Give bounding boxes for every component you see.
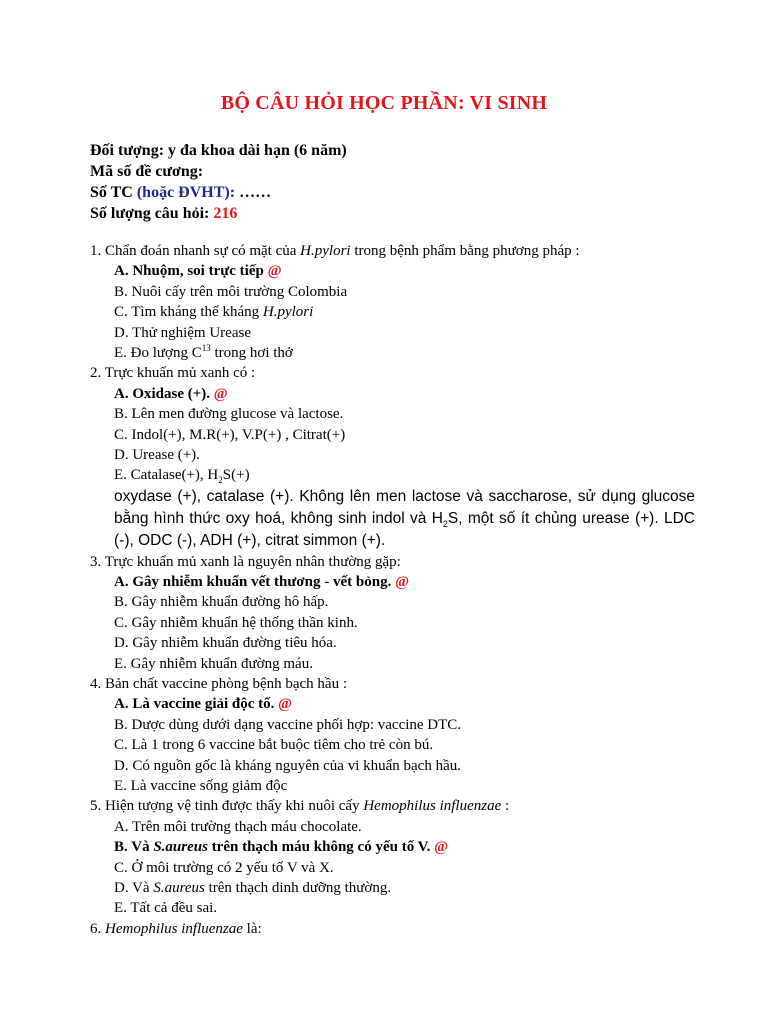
species-name: Hemophilus influenzae [105, 920, 243, 937]
species-name: S.aureus [153, 879, 205, 896]
question-3-option-c: C. Gây nhiễm khuẩn hệ thống thần kinh. [114, 614, 358, 631]
option-text: A. Nhuộm, soi trực tiếp [114, 263, 264, 280]
meta-credits [90, 182, 347, 203]
stem-text: 5. Hiện tượng vệ tinh được thấy khi nuôi cấy [90, 798, 364, 815]
question-3-option-b: B. Gây nhiễm khuẩn đường hô hấp. [114, 594, 329, 611]
stem-text: 1. Chẩn đoán nhanh sự có mặt của [90, 243, 301, 259]
question-4-option-b: B. Dược dùng dưới dạng vaccine phối hợp: vaccine DTC. [114, 716, 462, 733]
question-5-option-d [90, 878, 695, 898]
meta-count [90, 203, 347, 224]
stem-text: là: [242, 920, 262, 937]
option-text: E. Đo lượng C [114, 344, 202, 361]
option-text: E. Catalase(+), H [114, 467, 219, 484]
question-2-explanation [90, 486, 695, 552]
option-text: C. Tìm kháng thể kháng [114, 304, 263, 321]
question-2-option-e [90, 465, 695, 485]
question-4-option-c: C. Là 1 trong 6 vaccine bắt buộc tiêm cho trẻ còn bú. [114, 737, 434, 754]
note-text: oxydase (+), catalase (+). Không lên men lactose và saccharose, sử dụng glucose bằng hình thức oxy hoá, không sinh indol và H [114, 487, 695, 527]
option-text: D. Và [114, 879, 154, 896]
question-3-option-e: E. Gây nhiễm khuẩn đường máu. [114, 655, 313, 672]
option-text: trên thạch máu không có yếu tố V. [207, 839, 431, 856]
question-2-option-b: B. Lên men đường glucose và lactose. [114, 406, 344, 423]
question-1-option-e [90, 343, 695, 363]
note-text: S, một số ít chủng urease (+). LDC (-), ODC (-), ADH (+), citrat simmon (+). [114, 509, 695, 549]
option-text: B. Và [114, 839, 154, 856]
question-3-option-a [90, 572, 695, 592]
meta-count-label: Số lượng câu hỏi: [90, 205, 210, 222]
question-2-stem: 2. Trực khuẩn mủ xanh có : [90, 365, 256, 382]
document-meta [90, 140, 347, 224]
document-title: BỘ CÂU HỎI HỌC PHẦN: VI SINH [220, 92, 548, 114]
meta-credits-value: …… [239, 184, 272, 201]
meta-count-value: 216 [213, 205, 238, 222]
question-1-option-c [90, 302, 695, 322]
stem-text: 6. [90, 920, 105, 937]
question-2-option-a [90, 384, 695, 404]
correct-marker: @ [434, 839, 449, 856]
meta-credits-alt: (hoặc ĐVHT): [136, 184, 236, 201]
subscript: 2 [442, 518, 448, 529]
correct-marker: @ [213, 385, 228, 402]
stem-text: trong bệnh phẩm bằng phương pháp : [350, 243, 580, 259]
species-name: H.pylori [300, 243, 351, 259]
question-list [90, 241, 695, 939]
question-3-stem: 3. Trực khuẩn mủ xanh là nguyên nhân thường gặp: [90, 553, 401, 570]
correct-marker: @ [278, 696, 293, 713]
meta-target: Đối tượng: y đa khoa dài hạn (6 năm) [90, 142, 347, 159]
question-5-option-c: C. Ở môi trường có 2 yếu tố V và X. [114, 859, 334, 876]
question-5-option-a: A. Trên môi trường thạch máu chocolate. [114, 818, 362, 835]
option-text: trên thạch dinh dưỡng thường. [204, 879, 392, 896]
question-2-option-d: D. Urease (+). [114, 446, 200, 463]
option-text: S(+) [222, 467, 250, 484]
question-2-option-c: C. Indol(+), M.R(+), V.P(+) , Citrat(+) [114, 426, 346, 443]
correct-marker: @ [395, 574, 410, 591]
meta-credits-label: Số TC [90, 184, 133, 201]
question-5-stem [90, 796, 695, 816]
subscript: 2 [218, 475, 223, 486]
question-5-option-e: E. Tất cả đều sai. [114, 900, 218, 917]
question-1-option-d: D. Thử nghiệm Urease [114, 324, 251, 341]
question-4-option-d: D. Có nguồn gốc là kháng nguyên của vi khuẩn bạch hầu. [114, 757, 461, 774]
species-name: H.pylori [262, 304, 314, 321]
question-3-option-d: D. Gây nhiễm khuẩn đường tiêu hóa. [114, 635, 337, 652]
species-name: S.aureus [153, 839, 208, 856]
option-text: trong hơi thở [210, 344, 293, 361]
species-name: Hemophilus influenzae [363, 798, 502, 815]
stem-text: : [501, 798, 510, 815]
question-1-option-a [90, 261, 695, 281]
question-4-option-a [90, 694, 695, 714]
correct-marker: @ [267, 263, 282, 280]
superscript: 13 [201, 342, 211, 353]
question-5-option-b [90, 837, 695, 857]
question-1-option-b: B. Nuôi cấy trên môi trường Colombia [114, 283, 348, 300]
option-text: A. Oxidase (+). [114, 385, 211, 402]
question-6-stem [90, 919, 695, 939]
option-text: A. Gây nhiễm khuẩn vết thương - vết bỏng. [114, 574, 392, 591]
question-4-stem: 4. Bản chất vaccine phòng bệnh bạch hầu : [90, 676, 347, 693]
question-4-option-e: E. Là vaccine sống giảm độc [114, 777, 288, 794]
meta-code: Mã số đề cương: [90, 163, 204, 180]
option-text: A. Là vaccine giải độc tố. [114, 696, 275, 713]
question-1-stem [90, 241, 695, 261]
